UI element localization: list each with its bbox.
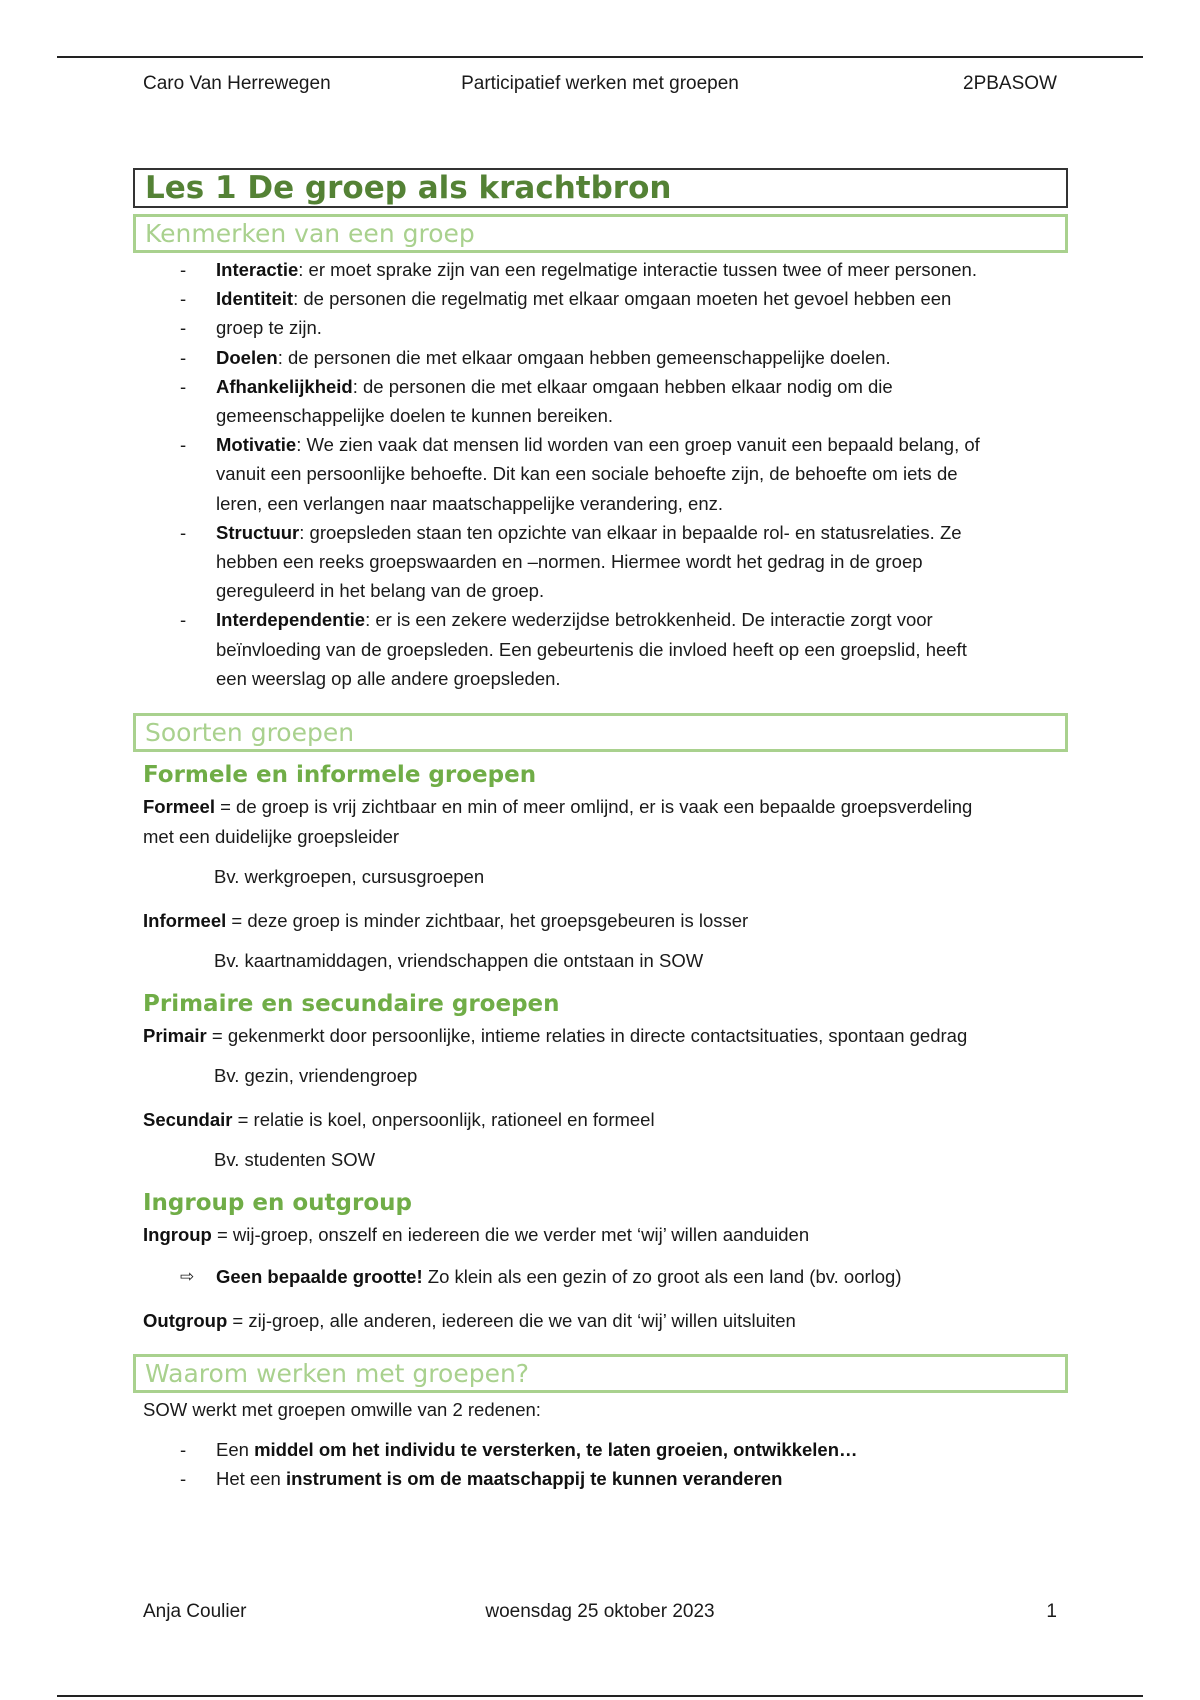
informeel-term: Informeel — [143, 910, 227, 932]
section-heading-kenmerken: Kenmerken van een groep — [133, 214, 1068, 253]
formeel-example: Bv. werkgroepen, cursusgroepen — [214, 866, 485, 888]
list-item: - Het een instrument is om de maatschappij te kunnen veranderen — [216, 1464, 1068, 1493]
page-header — [143, 73, 1057, 103]
formeel-term: Formeel — [143, 796, 215, 818]
waarom-list — [133, 1435, 1068, 1493]
document-body — [133, 168, 1068, 1493]
primair-term: Primair — [143, 1025, 207, 1047]
hollow-right-arrow-icon: ⇨ — [180, 1267, 195, 1287]
page-footer — [143, 1601, 1057, 1631]
header-course: Participatief werken met groepen — [461, 73, 739, 94]
header-class-code: 2PBASOW — [963, 73, 1057, 94]
footer-date: woensdag 25 oktober 2023 — [485, 1601, 715, 1622]
list-item: - groep te zijn. — [216, 313, 1068, 342]
ingroup-size-note: ⇨ Geen bepaalde grootte! Zo klein als een gezin of zo groot als een land (bv. oorlog) — [216, 1262, 1068, 1292]
informeel-example: Bv. kaartnamiddagen, vriendschappen die ontstaan in SOW — [214, 950, 704, 972]
document-title: Les 1 De groep als krachtbron — [133, 168, 1068, 208]
list-item: - Structuur: groepsleden staan ten opzichte van elkaar in bepaalde rol- en statusrelaties. Ze hebben een reeks groepswaarden en –normen. Hiermee wordt het gedrag in de groep gereguleerd in het belang van de groep. — [216, 518, 1068, 606]
ingroup-term: Ingroup — [143, 1224, 212, 1246]
informeel-definition: Informeel = deze groep is minder zichtbaar, het groepsgebeuren is losser — [143, 910, 749, 932]
secundair-example: Bv. studenten SOW — [214, 1149, 376, 1171]
list-item: - Afhankelijkheid: de personen die met elkaar omgaan hebben elkaar nodig om die gemeenschappelijke doelen te kunnen bereiken. — [216, 372, 1068, 430]
list-item: - Identiteit: de personen die regelmatig met elkaar omgaan moeten het gevoel hebben een — [216, 284, 1068, 313]
list-item: - Een middel om het individu te versterken, te laten groeien, ontwikkelen… — [216, 1435, 1068, 1464]
subheading-ingroup: Ingroup en outgroup — [143, 1190, 412, 1217]
section-heading-soorten: Soorten groepen — [133, 713, 1068, 752]
subheading-primair: Primaire en secundaire groepen — [143, 991, 560, 1018]
primair-example: Bv. gezin, vriendengroep — [214, 1065, 418, 1087]
list-item: - Interdependentie: er is een zekere wederzijdse betrokkenheid. De interactie zorgt voor beïnvloeding van de groepsleden. Een gebeurtenis die invloed heeft op een groepslid, heeft een weerslag op alle andere groepsleden. — [216, 605, 1068, 693]
outgroup-definition: Outgroup = zij-groep, alle anderen, iedereen die we van dit ‘wij’ willen uitsluiten — [143, 1310, 796, 1332]
list-item: - Motivatie: We zien vaak dat mensen lid worden van een groep vanuit een bepaald belang, of vanuit een persoonlijke behoefte. Dit kan een sociale behoefte zijn, de behoefte om iets de leren, een verlangen naar maatschappelijke verandering, enz. — [216, 430, 1068, 518]
footer-rule — [57, 1695, 1143, 1697]
primair-definition: Primair = gekenmerkt door persoonlijke, intieme relaties in directe contactsituaties, spontaan gedrag — [143, 1025, 968, 1047]
secundair-term: Secundair — [143, 1109, 233, 1131]
kenmerken-list — [133, 255, 1068, 693]
header-rule — [57, 56, 1143, 58]
list-item: - Doelen: de personen die met elkaar omgaan hebben gemeenschappelijke doelen. — [216, 343, 1068, 372]
outgroup-term: Outgroup — [143, 1310, 228, 1332]
header-author: Caro Van Herrewegen — [143, 73, 331, 94]
formeel-definition: Formeel = de groep is vrij zichtbaar en min of meer omlijnd, er is vaak een bepaalde groepsverdeling met een duidelijke groepsleider — [143, 796, 973, 848]
subheading-formeel: Formele en informele groepen — [143, 762, 537, 789]
secundair-definition: Secundair = relatie is koel, onpersoonlijk, rationeel en formeel — [143, 1109, 655, 1131]
footer-page-number: 1 — [1046, 1601, 1057, 1622]
footer-teacher: Anja Coulier — [143, 1601, 247, 1622]
list-item: - Interactie: er moet sprake zijn van een regelmatige interactie tussen twee of meer personen. — [216, 255, 1068, 284]
section-heading-waarom: Waarom werken met groepen? — [133, 1354, 1068, 1393]
ingroup-definition: Ingroup = wij-groep, onszelf en iedereen die we verder met ‘wij’ willen aanduiden — [143, 1224, 810, 1246]
waarom-intro: SOW werkt met groepen omwille van 2 redenen: — [143, 1399, 541, 1421]
